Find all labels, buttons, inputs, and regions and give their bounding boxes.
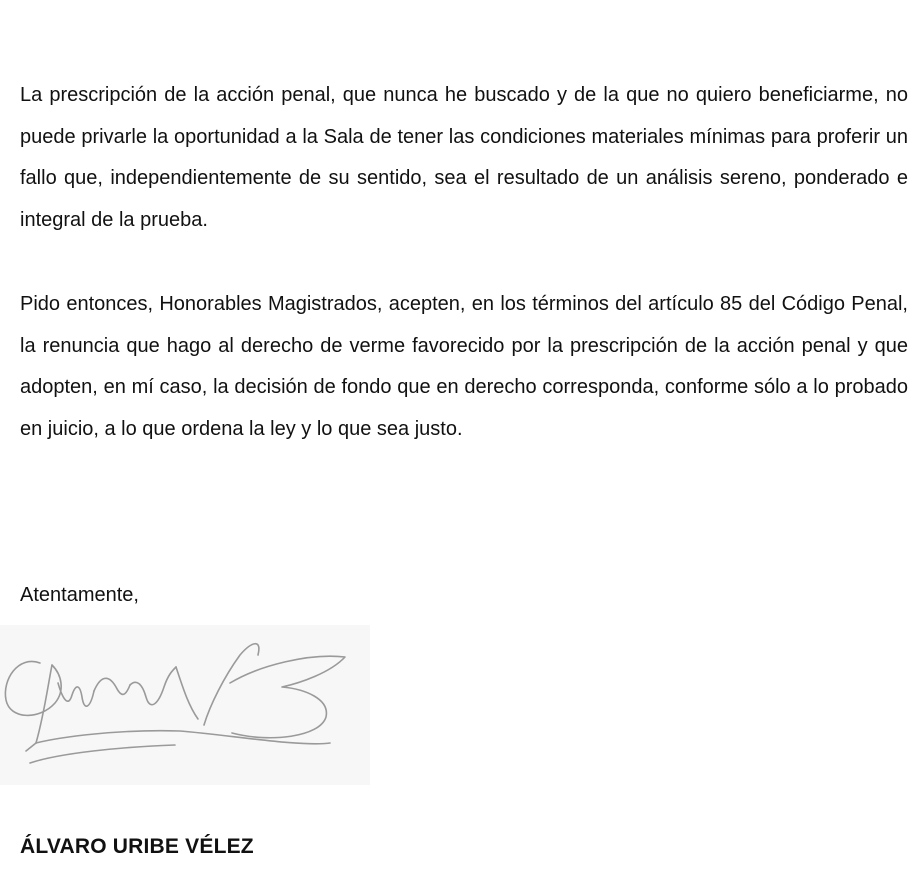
signer-name: ÁLVARO URIBE VÉLEZ xyxy=(20,835,254,858)
paragraph-prescription: La prescripción de la acción penal, que nunca he buscado y de la que no quiero beneficiarme, no puede privarle la oportunidad a la Sala de tener las condiciones materiales mínimas para proferir un fallo que, independientemente de su sentido, sea el resultado de un análisis sereno, ponderado e integral de la prueba. xyxy=(20,84,908,231)
closing-salutation: Atentamente, xyxy=(20,584,139,606)
handwritten-signature xyxy=(0,625,370,785)
paragraph-request: Pido entonces, Honorables Magistrados, acepten, en los términos del artículo 85 del Código Penal, la renuncia que hago al derecho de verme favorecido por la prescripción de la acción penal y que adopten, en mí caso, la decisión de fondo que en derecho corresponda, conforme sólo a lo probado en juicio, a lo que ordena la ley y lo que sea justo. xyxy=(20,293,908,440)
